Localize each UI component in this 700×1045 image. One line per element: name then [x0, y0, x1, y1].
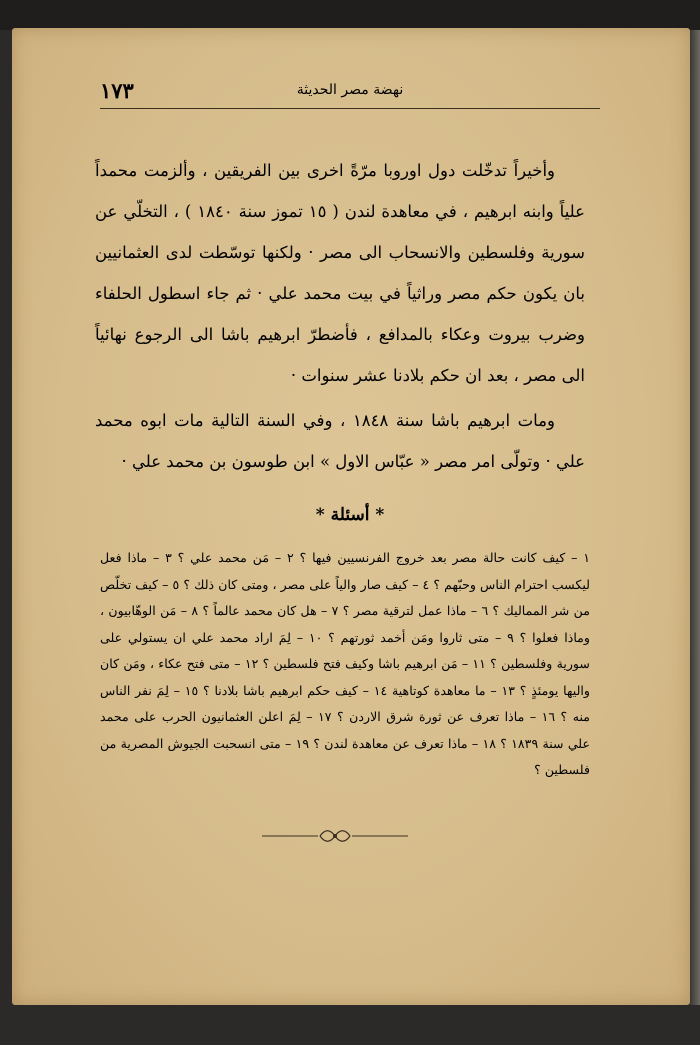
paragraph: ومات ابرهيم باشا سنة ١٨٤٨ ، وفي السنة التالية مات ابوه محمد علي · وتولّى امر مصر « عبّاس الاول » ابن طوسون بن محمد علي · [95, 411, 585, 471]
page-number: ١٧٣ [100, 78, 134, 103]
scan-background-bottom [0, 1005, 700, 1045]
page-header [100, 78, 600, 104]
running-title: نهضة مصر الحديثة [296, 82, 404, 98]
scan-background-top [0, 0, 700, 30]
header-rule [100, 108, 600, 109]
questions-list: ١ – كيف كانت حالة مصر بعد خروج الفرنسيين فيها ؟ ٢ – مَن محمد علي ؟ ٣ – ماذا فعل ليكسب احترام الناس وحبّهم ؟ ٤ – كيف صار والياً على مصر ، ومتى كان ذلك ؟ ٥ – كيف تخلّص من شر المماليك ؟ ٦ – ماذا عمل لترقية مصر ؟ ٧ – هل كان محمد عالماً ؟ ٨ – مَن الوهّابيون ، وماذا فعلوا ؟ ٩ – متى ثاروا ومَن أخمد ثورتهم ؟ ١٠ – لِمَ اراد محمد علي ان يستولي على سورية وفلسطين ؟ ١١ – مَن ابرهيم باشا وكيف فتح فلسطين ؟ ١٢ – متى فتح عكاء ، ومَن كان واليها يومئذٍ ؟ ١٣ – ما معاهدة كوتاهية ١٤ – كيف حكم ابرهيم باشا بلادنا ؟ ١٥ – لِمَ نفر الناس منه ؟ ١٦ – ماذا تعرف عن ثورة شرق الاردن ؟ ١٧ – لِمَ اعلن العثمانيون الحرب على محمد علي سنة ١٨٣٩ ؟ ١٨ – ماذا تعرف عن معاهدة لندن ؟ ١٩ – متى انسحبت الجيوش المصرية من فلسطين ؟ [100, 550, 591, 777]
ornament-divider-icon [260, 826, 410, 846]
body-text [95, 150, 585, 482]
questions-heading: * أسئلة * [315, 505, 385, 525]
paragraph: وأخيراً تدخّلت دول اوروبا مرّةً اخرى بين الفريقين ، وألزمت محمداً علياً وابنه ابرهيم ، في معاهدة لندن ( ١٥ تموز سنة ١٨٤٠ ) ، التخلّي عن سورية وفلسطين والانسحاب الى مصر · ولكنها توسّطت لدى العثمانيين بان يكون حكم مصر وراثياً في بيت محمد علي · ثم جاء اسطول الحلفاء وضرب بيروت وعكاء بالمدافع ، فأضطرّ ابرهيم باشا الى الرجوع نهائياً الى مصر ، بعد ان حكم بلادنا عشر سنوات · [95, 161, 585, 385]
scan-edge-right [690, 30, 700, 1040]
ornament-divider [260, 826, 410, 846]
